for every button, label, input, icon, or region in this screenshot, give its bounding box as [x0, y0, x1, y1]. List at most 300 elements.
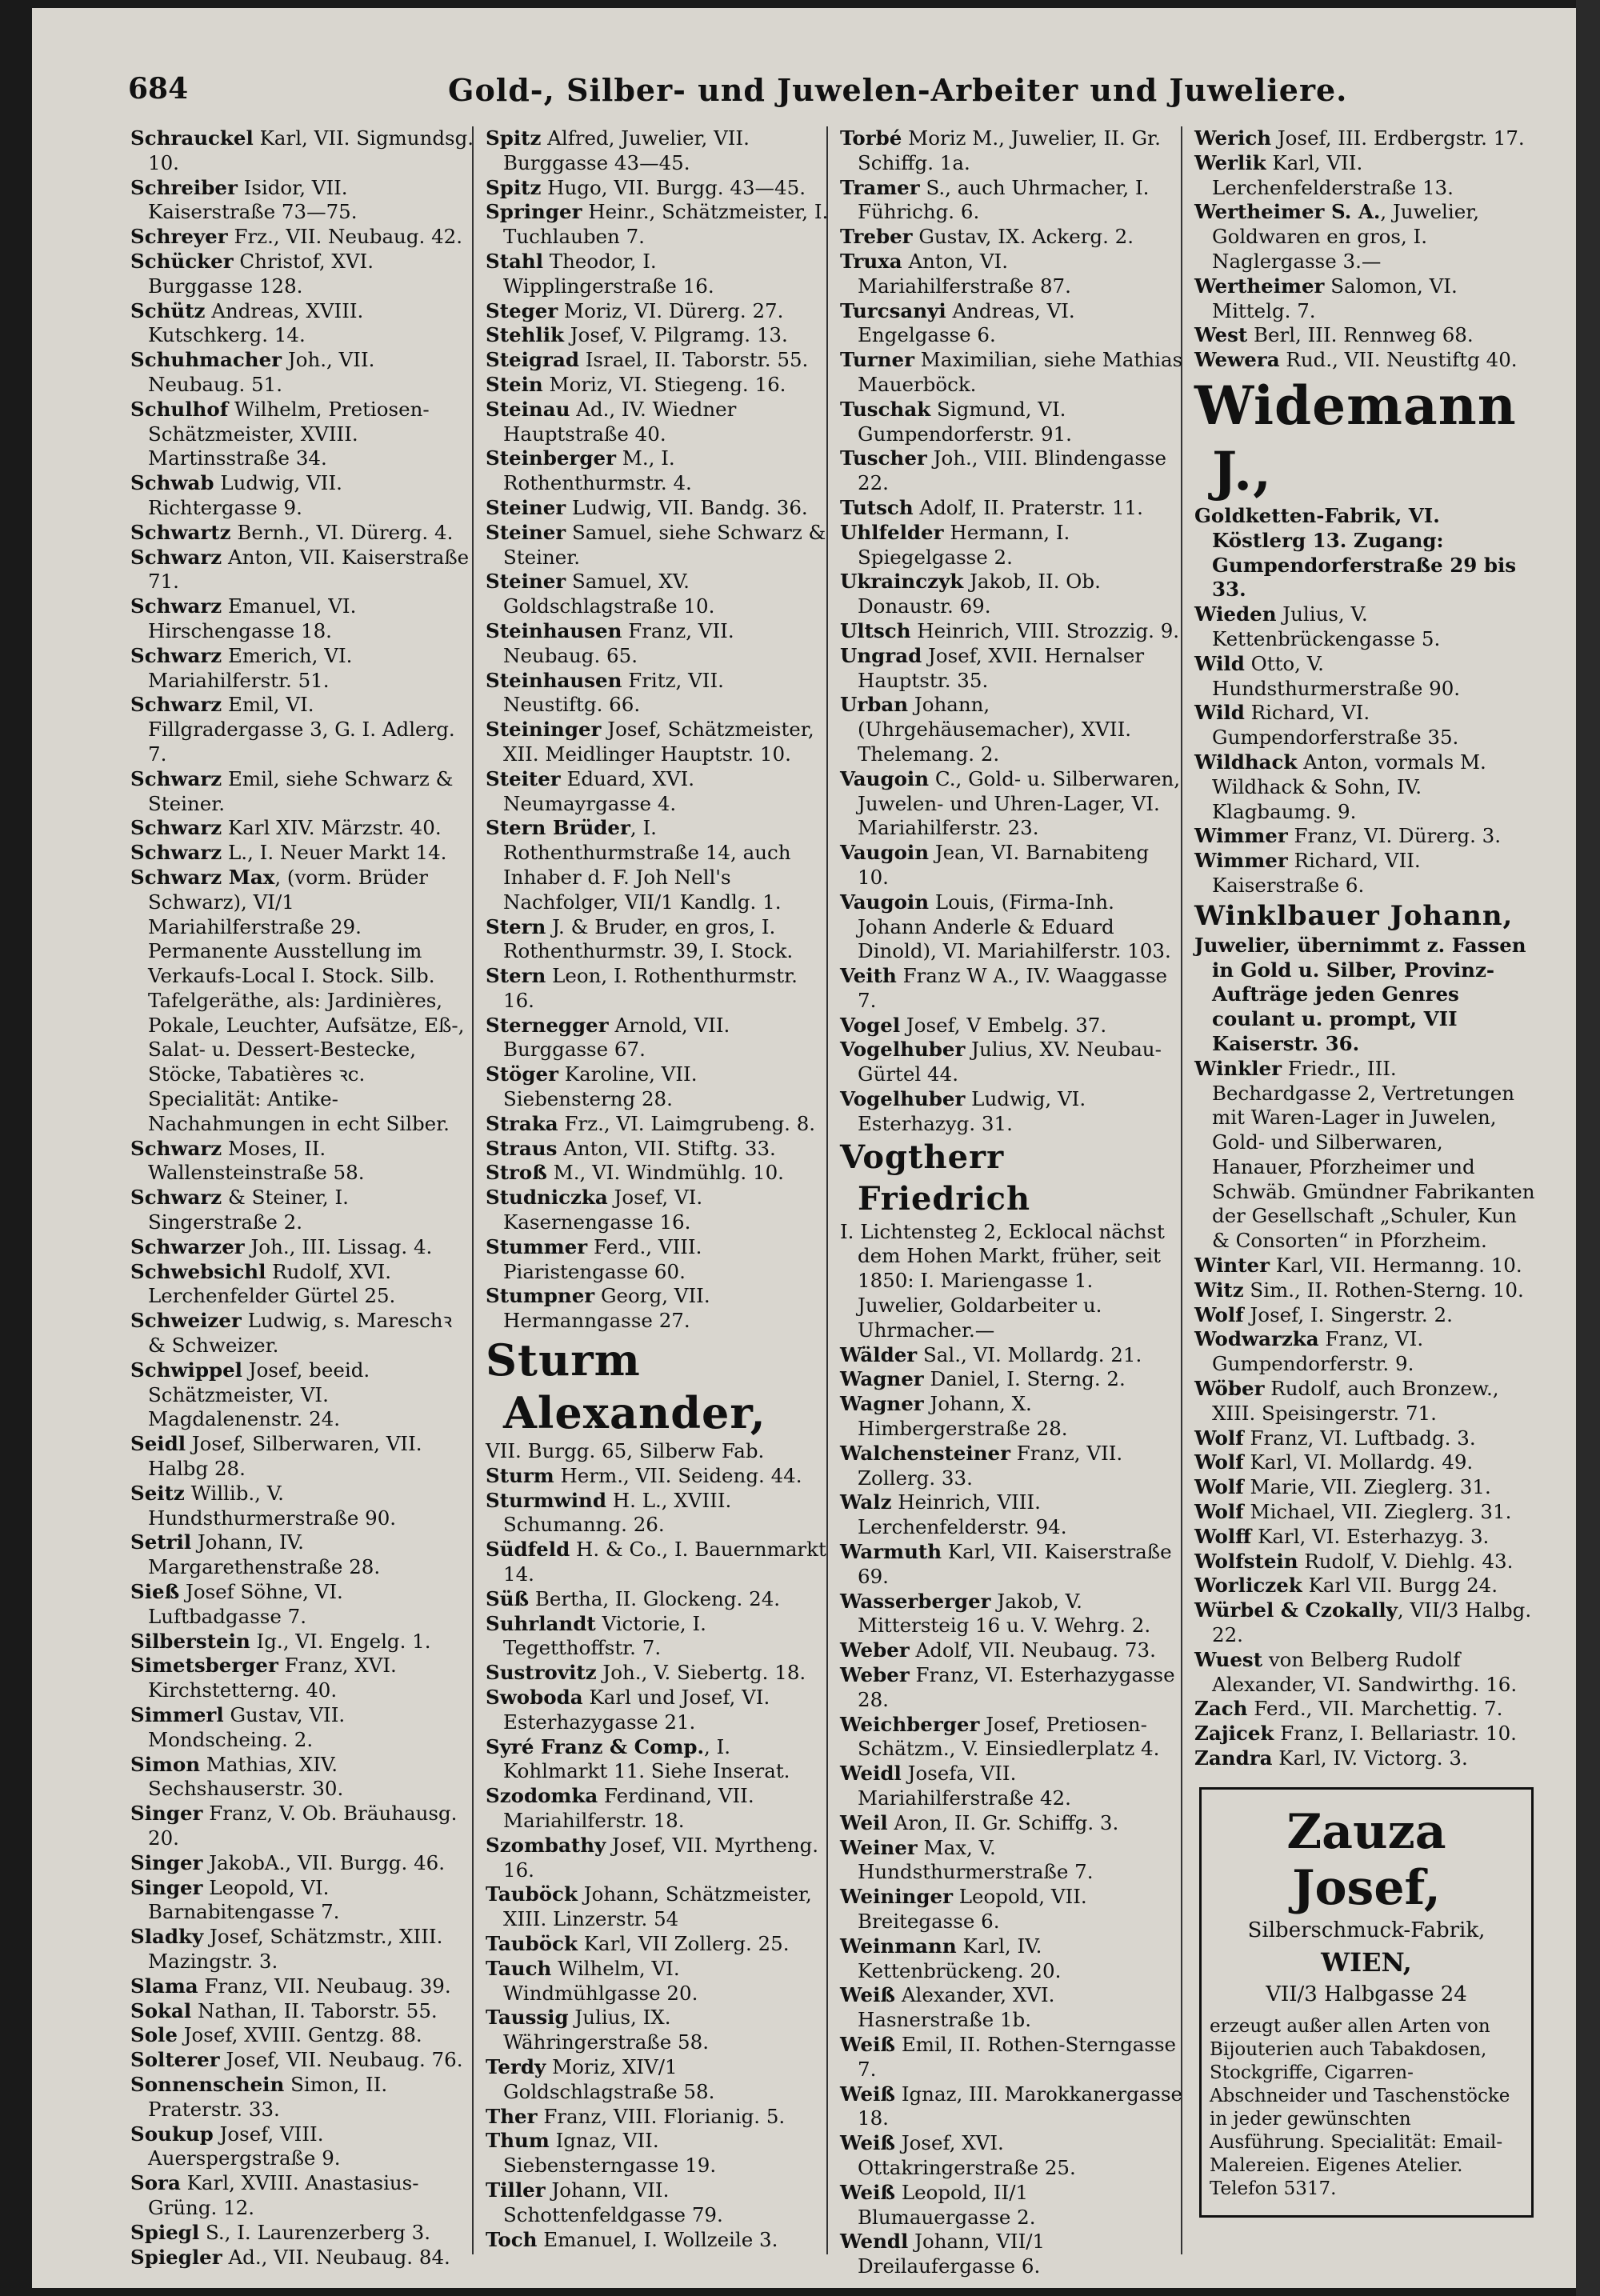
- directory-entry: [1194, 1475, 1538, 1500]
- entry-text: Josef, XVIII. Gentzg. 88.: [177, 2023, 422, 2047]
- entry-text: Victorie, I. Tegetthoffstr. 7.: [503, 1611, 706, 1660]
- directory-entry: [486, 373, 830, 398]
- entry-name: Sokal: [130, 1998, 192, 2022]
- entry-text: Emerich, VI. Mariahilferstr. 51.: [148, 643, 353, 692]
- entry-text: Franz, V. Ob. Bräuhausg. 20.: [148, 1802, 458, 1850]
- entry-name: Weiß: [840, 2032, 896, 2056]
- entry-text: VII. Burgg. 65, Silberw Fab.: [486, 1439, 765, 1463]
- entry-name: Wertheimer: [1194, 274, 1325, 298]
- entry-text: Sigmund, VI. Gumpendorferstr. 91.: [858, 397, 1072, 446]
- entry-name: Schwarzer: [130, 1234, 245, 1258]
- entry-name: Schwarz: [130, 1136, 222, 1160]
- directory-entry: [1194, 1450, 1538, 1475]
- directory-entry: [486, 1235, 830, 1285]
- entry-text: Ludwig, s. Mareschꝛ & Schweizer.: [148, 1309, 453, 1358]
- entry-text: Sal., VI. Mollardg. 21.: [917, 1342, 1142, 1366]
- entry-name: Weiß: [840, 2180, 896, 2204]
- entry-text: Josef, Pretiosen-Schätzm., V. Einsiedlerplatz 4.: [858, 1712, 1160, 1761]
- directory-entry: [486, 767, 830, 817]
- entry-name: Schulhof: [130, 397, 229, 421]
- entry-name: Vogel: [840, 1013, 901, 1037]
- directory-entry: [130, 1876, 474, 1926]
- entry-text: Emil, II. Rothen-Sterngasse 7.: [858, 2032, 1177, 2081]
- entry-text: , Juwelier, Goldwaren en gros, I. Naglergasse 3.—: [1212, 200, 1480, 273]
- directory-entry: [486, 1882, 830, 1932]
- entry-name: Sonnenschein: [130, 2072, 285, 2096]
- entry-name: Vogtherr Friedrich: [840, 1138, 1031, 1218]
- entry-text: Josef, I. Singerstr. 2.: [1243, 1302, 1453, 1326]
- directory-entry: [486, 1661, 830, 1686]
- entry-name: Steinberger: [486, 446, 616, 470]
- entry-name: Steinhausen: [486, 618, 622, 642]
- entry-text: Johann, (Uhrgehäusemacher), XVII. Thelemang. 2.: [858, 693, 1132, 766]
- directory-entry: [130, 1482, 474, 1531]
- entry-text: von Belberg Rudolf Alexander, VI. Sandwirthg. 16.: [1212, 1647, 1518, 1696]
- column-4: [1194, 126, 1538, 2218]
- directory-entry: [130, 348, 474, 398]
- entry-text: J. & Bruder, en gros, I. Rothenthurmstr. 39, I. Stock.: [503, 914, 794, 963]
- entry-name: Szodomka: [486, 1784, 598, 1808]
- entry-text: Mathias, XIV. Sechshauserstr. 30.: [148, 1752, 344, 1801]
- directory-entry: [1194, 323, 1538, 348]
- entry-name: Wildhack: [1194, 750, 1298, 774]
- entry-text: Gustav, VII. Mondscheing. 2.: [148, 1703, 346, 1751]
- entry-name: Szombathy: [486, 1833, 606, 1857]
- entry-name: Seitz: [130, 1481, 185, 1505]
- entry-text: Heinr., Schätzmeister, I. Tuchlauben 7.: [503, 200, 829, 249]
- entry-text: Wilhelm, Pretiosen-Schätzmeister, XVIII. Martinsstraße 34.: [148, 397, 430, 470]
- entry-text: Jakob, V. Mittersteig 16 u. V. Wehrg. 2.: [858, 1589, 1151, 1638]
- entry-text: Gustav, IX. Ackerg. 2.: [912, 225, 1134, 249]
- directory-entry: [840, 1540, 1184, 1590]
- entry-text: Karl, VI. Mollardg. 49.: [1243, 1450, 1474, 1474]
- entry-text: L., I. Neuer Markt 14.: [222, 841, 447, 865]
- entry-name: Wolf: [1194, 1450, 1244, 1474]
- entry-text: Georg, VII. Hermanngasse 27.: [503, 1284, 710, 1333]
- entry-text: Karl, VII. Hermanng. 10.: [1270, 1254, 1522, 1278]
- entry-text: Otto, V. Hundsthurmerstraße 90.: [1212, 651, 1461, 700]
- directory-entry: [840, 1343, 1184, 1368]
- entry-name: Turcsanyi: [840, 298, 946, 322]
- entry-text: Franz, VI. Esterhazygasse 28.: [858, 1663, 1175, 1711]
- entry-text: M., I. Rothenthurmstr. 4.: [503, 446, 692, 495]
- entry-text: Wilhelm, VI. Windmühlgasse 20.: [503, 1956, 698, 2005]
- directory-entry: [130, 225, 474, 250]
- entry-text: Max, V. Hundsthurmerstraße 7.: [858, 1835, 1094, 1884]
- directory-entry: [130, 521, 474, 546]
- entry-name: Wimmer: [1194, 824, 1288, 848]
- directory-entry: [486, 496, 830, 521]
- entry-text: Karl, VII Zollerg. 25.: [577, 1931, 790, 1955]
- directory-entry: [130, 2073, 474, 2122]
- directory-entry: [130, 1186, 474, 1235]
- entry-text: Salomon, VI. Mittelg. 7.: [1212, 274, 1458, 322]
- entry-name: Zajicek: [1194, 1722, 1274, 1746]
- entry-name: Slama: [130, 1974, 198, 1998]
- entry-text: Moriz, VI. Stiegeng. 16.: [542, 372, 786, 396]
- directory-entry: [486, 348, 830, 373]
- directory-entry: [130, 1630, 474, 1654]
- entry-text: Emanuel, I. Wollzeile 3.: [537, 2227, 778, 2251]
- entry-text: Julius, XV. Neubau-Gürtel 44.: [858, 1038, 1162, 1086]
- directory-entry: [1194, 200, 1538, 274]
- entry-text: Josef, Schätzmstr., XIII. Mazingstr. 3.: [148, 1925, 443, 1973]
- directory-entry: [130, 594, 474, 644]
- entry-name: Südfeld: [486, 1538, 570, 1562]
- entry-name: Weinmann: [840, 1934, 957, 1958]
- entry-name: Schwarz Max: [130, 865, 275, 889]
- entry-name: Spitz: [486, 175, 542, 199]
- entry-name: Singer: [130, 1850, 203, 1874]
- directory-entry: [840, 1137, 1184, 1220]
- entry-text: Alfred, Juwelier, VII. Burggasse 43—45.: [503, 126, 750, 174]
- entry-text: Rudolf, XVI. Lerchenfelder Gürtel 25.: [148, 1259, 396, 1308]
- entry-text: Karl, VII. Kaiserstraße 69.: [858, 1540, 1172, 1588]
- directory-entry: [486, 619, 830, 669]
- entry-text: Andreas, XVIII. Kutschkerg. 14.: [148, 298, 364, 347]
- entry-name: Studniczka: [486, 1186, 608, 1210]
- entry-text: Ludwig, VII. Bandg. 36.: [566, 495, 808, 519]
- entry-text: H. L., XVIII. Schumanng. 26.: [503, 1488, 732, 1537]
- directory-entry: [1194, 1697, 1538, 1722]
- directory-entry: [486, 1612, 830, 1662]
- directory-entry: [486, 816, 830, 914]
- entry-text: Josefa, VII. Mariahilferstraße 42.: [858, 1762, 1071, 1810]
- directory-entry: [130, 693, 474, 766]
- directory-entry: [130, 866, 474, 1137]
- directory-entry: [130, 546, 474, 595]
- entry-name: Zach: [1194, 1697, 1248, 1721]
- entry-name: Torbé: [840, 126, 902, 150]
- entry-text: Heinrich, VIII. Strozzig. 9.: [910, 618, 1180, 642]
- directory-entry: [1194, 1254, 1538, 1278]
- entry-name: Ultsch: [840, 618, 911, 642]
- directory-entry: [840, 521, 1184, 570]
- directory-entry: [130, 1580, 474, 1630]
- directory-entry: [1194, 1574, 1538, 1598]
- entry-text: JakobA., VII. Burgg. 46.: [202, 1850, 446, 1874]
- entry-text: Jakob, II. Ob. Donaustr. 69.: [858, 570, 1101, 618]
- entry-name: Stumpner: [486, 1284, 595, 1308]
- entry-text: S., I. Laurenzerberg 3.: [199, 2220, 430, 2244]
- entry-text: Josef, XVI. Ottakringerstraße 25.: [858, 2131, 1076, 2179]
- directory-entry: [130, 1432, 474, 1482]
- entry-text: Leopold, VII. Breitegasse 6.: [858, 1885, 1087, 1933]
- entry-text: Moriz, XIV/1 Goldschlagstraße 58.: [503, 2054, 715, 2103]
- entry-name: Wasserberger: [840, 1589, 991, 1613]
- entry-name: Tauböck: [486, 1931, 578, 1955]
- entry-text: Rud., VII. Neustiftg 40.: [1279, 348, 1518, 372]
- ad-city: WIEN,: [1321, 1946, 1412, 1978]
- entry-text: Eduard, XVI. Neumayrgasse 4.: [503, 766, 695, 815]
- entry-name: Stummer: [486, 1234, 588, 1258]
- column-1: [130, 126, 474, 2270]
- entry-name: Weininger: [840, 1885, 953, 1909]
- directory-entry: [130, 1358, 474, 1432]
- directory-entry: [840, 644, 1184, 694]
- entry-text: H. & Co., I. Bauernmarkt 14.: [503, 1538, 826, 1586]
- entry-name: Wolf: [1194, 1302, 1244, 1326]
- entry-text: Louis, (Firma-Inh. Johann Anderle & Eduard Dinold), VI. Mariahilferstr. 103.: [858, 890, 1171, 963]
- entry-name: Simetsberger: [130, 1654, 278, 1678]
- entry-name: Wewera: [1194, 348, 1280, 372]
- entry-name: Ukrainczyk: [840, 570, 964, 594]
- directory-entry: [486, 176, 830, 201]
- directory-entry: [840, 1392, 1184, 1442]
- entry-name: Schwarz: [130, 1186, 222, 1210]
- directory-entry: [1194, 504, 1538, 602]
- entry-text: Franz W A., IV. Waaggasse 7.: [858, 964, 1167, 1012]
- entry-text: Aron, II. Gr. Schiffg. 3.: [887, 1810, 1119, 1834]
- entry-text: Samuel, XV. Goldschlagstraße 10.: [503, 570, 715, 618]
- entry-name: Schwarz: [130, 766, 222, 790]
- entry-text: Ignaz, VII. Siebensterngasse 19.: [503, 2129, 717, 2178]
- entry-name: Ther: [486, 2104, 538, 2128]
- entry-name: Setril: [130, 1530, 192, 1554]
- entry-name: Schreiber: [130, 175, 238, 199]
- entry-text: Samuel, siehe Schwarz & Steiner.: [503, 520, 826, 569]
- binding-edge: [1576, 0, 1600, 2296]
- entry-name: Thum: [486, 2129, 550, 2153]
- directory-entry: [1194, 1057, 1538, 1254]
- entry-text: C., Gold- u. Silberwaren, Juwelen- und Uhren-Lager, VI. Mariahilferstr. 23.: [858, 766, 1181, 840]
- entry-text: Hermann, I. Spiegelgasse 2.: [858, 520, 1070, 569]
- directory-entry: [840, 1934, 1184, 1984]
- entry-name: Steiner: [486, 570, 566, 594]
- entry-name: Sora: [130, 2171, 181, 2195]
- directory-entry: [840, 496, 1184, 521]
- directory-entry: [486, 1186, 830, 1235]
- entry-name: Wendl: [840, 2230, 909, 2254]
- entry-name: Stehlik: [486, 323, 564, 347]
- directory-entry: [130, 1753, 474, 1802]
- directory-entry: [486, 1489, 830, 1538]
- entry-name: Seidl: [130, 1432, 186, 1456]
- entry-name: Wieden: [1194, 602, 1277, 626]
- ad-subtitle: Silberschmuck-Fabrik,: [1247, 1918, 1486, 1942]
- directory-entry: [486, 1137, 830, 1162]
- entry-name: Schwab: [130, 471, 214, 495]
- directory-entry: [130, 1530, 474, 1580]
- entry-name: Schrauckel: [130, 126, 254, 150]
- entry-name: Weber: [840, 1663, 910, 1687]
- directory-entry: [486, 1062, 830, 1112]
- directory-entry: [486, 915, 830, 965]
- directory-entry: [130, 1137, 474, 1186]
- directory-entry: [840, 1590, 1184, 1639]
- directory-entry: [1194, 849, 1538, 898]
- entry-text: Josef Söhne, VI. Luftbadgasse 7.: [148, 1580, 343, 1628]
- entry-name: Vaugoin: [840, 766, 930, 790]
- entry-name: Winklbauer Johann,: [1194, 899, 1514, 932]
- directory-entry: [840, 398, 1184, 447]
- directory-entry: [840, 348, 1184, 398]
- entry-name: Sladky: [130, 1925, 204, 1949]
- entry-text: Karl, VII. Sigmundsg. 10.: [148, 126, 474, 174]
- entry-name: Singer: [130, 1875, 203, 1899]
- directory-entry: [486, 2129, 830, 2178]
- directory-entry: [130, 126, 474, 176]
- directory-entry: [840, 299, 1184, 349]
- entry-name: Schwarz: [130, 594, 222, 618]
- entry-text: Josef, Silberwaren, VII. Halbg 28.: [148, 1432, 422, 1481]
- directory-entry: [840, 890, 1184, 964]
- entry-text: Isidor, VII. Kaiserstraße 73—75.: [148, 175, 358, 224]
- directory-entry: [1194, 652, 1538, 702]
- directory-entry: [486, 718, 830, 767]
- entry-name: Wimmer: [1194, 849, 1288, 873]
- directory-entry: [130, 299, 474, 349]
- directory-entry: [486, 1784, 830, 1834]
- entry-name: Spitz: [486, 126, 542, 150]
- directory-entry: [840, 1885, 1184, 1934]
- entry-text: , (vorm. Brüder Schwarz), VI/1 Mariahilferstraße 29. Permanente Ausstellung im Verkaufs-Local I. Stock. Silb. Tafelgeräthe, als: Jardinières, Pokale, Leuchter, Aufsätze, Eß-, Salat- u. Dessert-Bestecke, Stöcke, Tabatières ꝛc. Specialität: Antike-Nachahmungen in echt Silber.: [148, 865, 465, 1135]
- directory-entry: [1194, 1746, 1538, 1771]
- entry-name: Taussig: [486, 2006, 569, 2030]
- entry-name: Schwippel: [130, 1358, 242, 1382]
- directory-entry: [130, 1974, 474, 1999]
- entry-name: Weber: [840, 1638, 910, 1662]
- directory-entry: [840, 2033, 1184, 2082]
- entry-name: Stahl: [486, 249, 544, 273]
- directory-entry: [130, 2246, 474, 2270]
- entry-text: Simon, II. Praterstr. 33.: [148, 2072, 388, 2121]
- directory-page: [32, 8, 1576, 2288]
- entry-text: Alexander, XVI. Hasnerstraße 1b.: [858, 1983, 1055, 2032]
- entry-text: , VII/3 Halbg. 22.: [1212, 1598, 1532, 1647]
- entry-text: Israel, II. Taborstr. 55.: [578, 348, 809, 372]
- directory-entry: [486, 1735, 830, 1785]
- entry-text: Andreas, VI. Engelgasse 6.: [858, 298, 1075, 347]
- entry-name: Swoboda: [486, 1686, 583, 1710]
- entry-name: Wagner: [840, 1367, 924, 1391]
- directory-entry: [1194, 126, 1538, 151]
- entry-text: Josef, XVII. Hernalser Hauptstr. 35.: [858, 643, 1145, 692]
- directory-entry: [840, 1713, 1184, 1762]
- entry-name: Steiner: [486, 495, 566, 519]
- entry-name: Simon: [130, 1752, 201, 1776]
- entry-name: Weiß: [840, 1983, 896, 2007]
- entry-name: Wolfstein: [1194, 1549, 1298, 1573]
- directory-entry: [840, 225, 1184, 250]
- directory-entry: [840, 693, 1184, 766]
- entry-name: Tuschak: [840, 397, 931, 421]
- directory-entry: [840, 619, 1184, 644]
- entry-name: Truxa: [840, 249, 902, 273]
- entry-text: Bernh., VI. Dürerg. 4.: [230, 520, 454, 544]
- directory-entry: [130, 176, 474, 226]
- entry-text: Moriz, VI. Dürerg. 27.: [558, 298, 784, 322]
- entry-name: Süß: [486, 1586, 530, 1610]
- entry-name: Steigrad: [486, 348, 579, 372]
- directory-entry: [840, 1490, 1184, 1540]
- entry-text: Maximilian, siehe Mathias Mauerböck.: [858, 348, 1183, 396]
- entry-name: Schwartz: [130, 520, 231, 544]
- directory-entry: [1194, 1525, 1538, 1550]
- entry-text: Johann, VII. Schottenfeldgasse 79.: [503, 2178, 723, 2226]
- entry-name: Urban: [840, 693, 909, 717]
- entry-name: Vaugoin: [840, 890, 930, 914]
- entry-name: Tiller: [486, 2178, 546, 2202]
- entry-name: Silberstein: [130, 1629, 250, 1653]
- entry-name: Schwarz: [130, 545, 222, 569]
- entry-name: Spiegl: [130, 2220, 200, 2244]
- entry-name: Weiß: [840, 2082, 896, 2106]
- entry-text: Johann, VII/1 Dreilaufergasse 6.: [858, 2230, 1046, 2278]
- entry-name: Wolf: [1194, 1426, 1244, 1450]
- entry-name: Witz: [1194, 1278, 1244, 1302]
- directory-entry: [840, 841, 1184, 890]
- entry-text: Adolf, VII. Neubaug. 73.: [909, 1638, 1156, 1662]
- entry-text: Michael, VII. Zieglerg. 31.: [1243, 1500, 1512, 1524]
- directory-entry: [1194, 1722, 1538, 1746]
- entry-text: Goldketten-Fabrik, VI. Köstlerg 13. Zugang: Gumpendorferstraße 29 bis 33.: [1194, 503, 1517, 602]
- entry-name: Werich: [1194, 126, 1272, 150]
- entry-text: Franz, VI. Luftbadg. 3.: [1243, 1426, 1476, 1450]
- entry-text: Karl und Josef, VI. Esterhazygasse 21.: [503, 1686, 770, 1734]
- column-2: [486, 126, 830, 2252]
- entry-name: Widemann J.,: [1194, 374, 1517, 502]
- directory-entry: [1194, 602, 1538, 652]
- directory-entry: [130, 1925, 474, 1974]
- entry-text: Karl, IV. Kettenbrückeng. 20.: [858, 1934, 1062, 1982]
- directory-entry: [1194, 750, 1538, 824]
- entry-text: Frz., VI. Laimgrubeng. 8.: [558, 1111, 816, 1135]
- entry-name: Soukup: [130, 2122, 214, 2146]
- entry-name: Schücker: [130, 249, 234, 273]
- directory-entry: [840, 2230, 1184, 2279]
- entry-name: Wöber: [1194, 1377, 1265, 1401]
- directory-entry: [840, 1663, 1184, 1713]
- entry-name: Walchensteiner: [840, 1441, 1011, 1465]
- directory-entry: [486, 1957, 830, 2006]
- entry-text: Karl VII. Burgg 24.: [1302, 1574, 1498, 1598]
- directory-entry: [840, 1442, 1184, 1491]
- advertisement-box: [1199, 1787, 1534, 2218]
- directory-entry: [1194, 1648, 1538, 1698]
- directory-entry: [130, 471, 474, 521]
- entry-name: Sternegger: [486, 1013, 609, 1037]
- entry-name: Steinau: [486, 397, 570, 421]
- entry-text: Johann, IV. Margarethenstraße 28.: [148, 1530, 381, 1579]
- entry-name: Wild: [1194, 701, 1245, 725]
- directory-entry: [840, 1638, 1184, 1663]
- directory-entry: [840, 1087, 1184, 1137]
- entry-text: Richard, VII. Kaiserstraße 6.: [1212, 849, 1421, 897]
- entry-name: Singer: [130, 1802, 203, 1826]
- entry-name: Wolff: [1194, 1524, 1252, 1548]
- directory-entry: [130, 2171, 474, 2221]
- entry-text: Anton, VI. Mariahilferstraße 87.: [858, 249, 1071, 298]
- directory-entry: [840, 1367, 1184, 1392]
- entry-name: Schwarz: [130, 841, 222, 865]
- entry-text: Josef, VIII. Auerspergstraße 9.: [148, 2122, 341, 2170]
- directory-entry: [840, 767, 1184, 841]
- entry-text: Sim., II. Rothen-Sterng. 10.: [1243, 1278, 1524, 1302]
- entry-text: Anton, VII. Stiftg. 33.: [557, 1136, 776, 1160]
- entry-text: Josef, V Embelg. 37.: [900, 1013, 1107, 1037]
- entry-text: Joh., VIII. Blindengasse 22.: [858, 446, 1166, 495]
- entry-text: Frz., VII. Neubaug. 42.: [227, 225, 463, 249]
- entry-name: Würbel & Czokally: [1194, 1598, 1398, 1622]
- entry-text: Leopold, VI. Barnabitengasse 7.: [148, 1875, 340, 1924]
- entry-text: , I. Kohlmarkt 11. Siehe Inserat.: [503, 1734, 790, 1783]
- entry-name: Walz: [840, 1490, 892, 1514]
- directory-entry: [130, 250, 474, 299]
- entry-text: Joh., III. Lissag. 4.: [244, 1234, 433, 1258]
- entry-text: Franz, VII. Zollerg. 33.: [858, 1441, 1123, 1490]
- directory-entry: [486, 299, 830, 324]
